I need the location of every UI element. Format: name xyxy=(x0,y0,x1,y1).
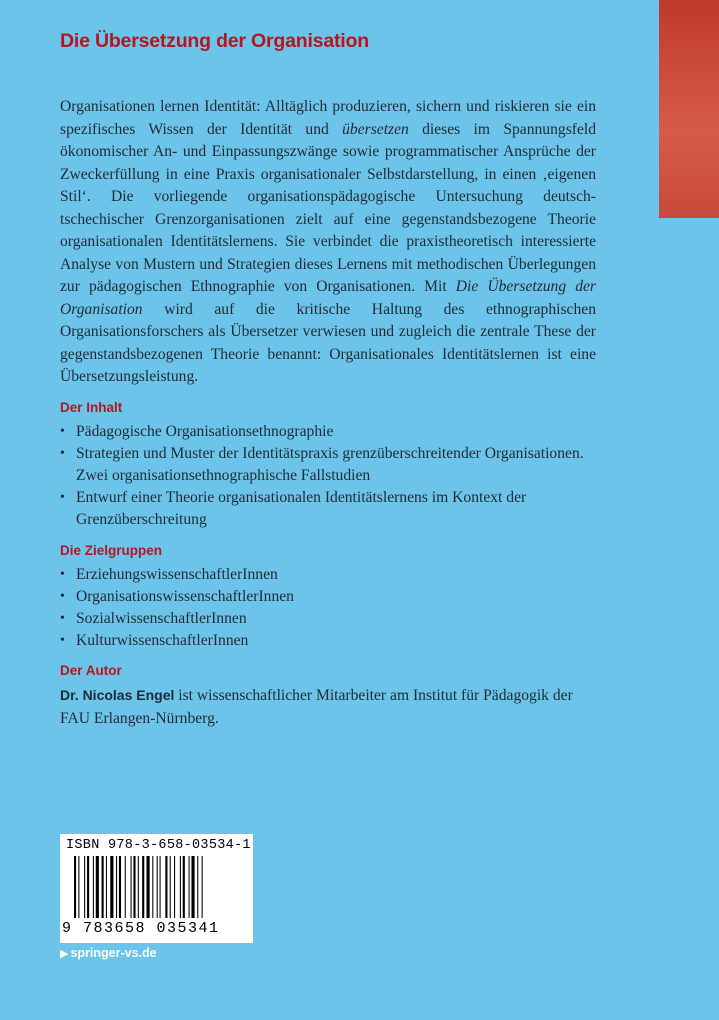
back-cover-content xyxy=(60,30,596,730)
list-item xyxy=(60,608,596,630)
list-item-text: KulturwissenschaftlerInnen xyxy=(76,632,249,650)
arrow-right-icon: ▶ xyxy=(60,948,69,960)
abstract-emphasis-1: übersetzen xyxy=(342,120,409,138)
book-title: Die Übersetzung der Organisation xyxy=(60,30,369,52)
list-item-text: Entwurf einer Theorie organisationalen Identitätslernens im Kontext der Grenzüberschreitung xyxy=(76,489,527,529)
bullet-icon: • xyxy=(60,588,65,604)
author-name: Dr. Nicolas Engel xyxy=(60,687,175,704)
inhalt-list xyxy=(60,421,596,532)
list-item-text: SozialwissenschaftlerInnen xyxy=(76,609,247,627)
abstract-part-3: wird auf die kritische Haltung des ethnographischen Organisationsforschers als Übersetzer verwiesen und zugleich die zentrale These der gegenstandsbezogenen Theorie benannt: Organisationales Identitätslernen ist eine Übersetzungsleistung. xyxy=(60,300,596,385)
list-item xyxy=(60,421,596,443)
zielgruppen-list xyxy=(60,564,596,653)
list-item xyxy=(60,586,596,608)
publisher-website[interactable] xyxy=(60,946,157,960)
list-item-text: Pädagogische Organisationsethnographie xyxy=(76,422,334,440)
section-heading-zielgruppen: Die Zielgruppen xyxy=(60,542,163,558)
barcode-icon xyxy=(74,856,240,922)
abstract-paragraph xyxy=(60,96,596,389)
isbn-barcode xyxy=(60,834,253,943)
section-heading-inhalt: Der Inhalt xyxy=(60,399,123,415)
author-description: ist wissenschaftlicher Mitarbeiter am Institut für Pädagogik der FAU Erlangen-Nürnberg. xyxy=(60,687,573,727)
barcode-digits: 9 783658 035341 xyxy=(62,920,220,937)
bullet-icon: • xyxy=(60,633,65,649)
abstract-emphasis-2: Die Übersetzung der Organisation xyxy=(60,278,596,318)
list-item xyxy=(60,487,596,531)
isbn-label: ISBN 978-3-658-03534-1 xyxy=(66,838,251,853)
decorative-red-bar xyxy=(659,0,719,218)
abstract-part-1: Organisationen lernen Identität: Alltäglich produzieren, sichern und riskieren sie ein spezifisches Wissen der Identität und xyxy=(60,98,596,138)
list-item xyxy=(60,564,596,586)
website-label: springer-vs.de xyxy=(70,946,157,960)
list-item-text: Strategien und Muster der Identitätspraxis grenzüberschreitender Organisationen. Zwei organisationsethnographische Fallstudien xyxy=(76,444,584,484)
section-heading-autor: Der Autor xyxy=(60,663,122,679)
list-item-text: OrganisationswissenschaftlerInnen xyxy=(76,587,294,605)
list-item xyxy=(60,630,596,652)
list-item-text: ErziehungswissenschaftlerInnen xyxy=(76,565,278,583)
list-item xyxy=(60,443,596,487)
author-bio xyxy=(60,684,596,730)
abstract-part-2: dieses im Spannungsfeld ökonomischer An- und Einpassungszwänge sowie programmatischer Ansprüche der Zweckerfüllung in eine Praxis organisationaler Selbstdarstellung, in einen ‚eigenen Stil‘. Die vorliegende organisationspädagogische Untersuchung deutsch-tschechischer Grenzorganisationen zielt auf eine gegenstandsbezogene Theorie organisationalen Identitätslernens. Sie verbindet die praxistheoretisch interessierte Analyse von Mustern und Strategien dieses Lernens mit methodischen Überlegungen zur pädagogischen Ethnographie von Organisationen. Mit xyxy=(60,120,596,295)
bullet-icon: • xyxy=(60,445,65,461)
bullet-icon: • xyxy=(60,610,65,626)
bullet-icon: • xyxy=(60,423,65,439)
bullet-icon: • xyxy=(60,490,65,506)
bullet-icon: • xyxy=(60,566,65,582)
